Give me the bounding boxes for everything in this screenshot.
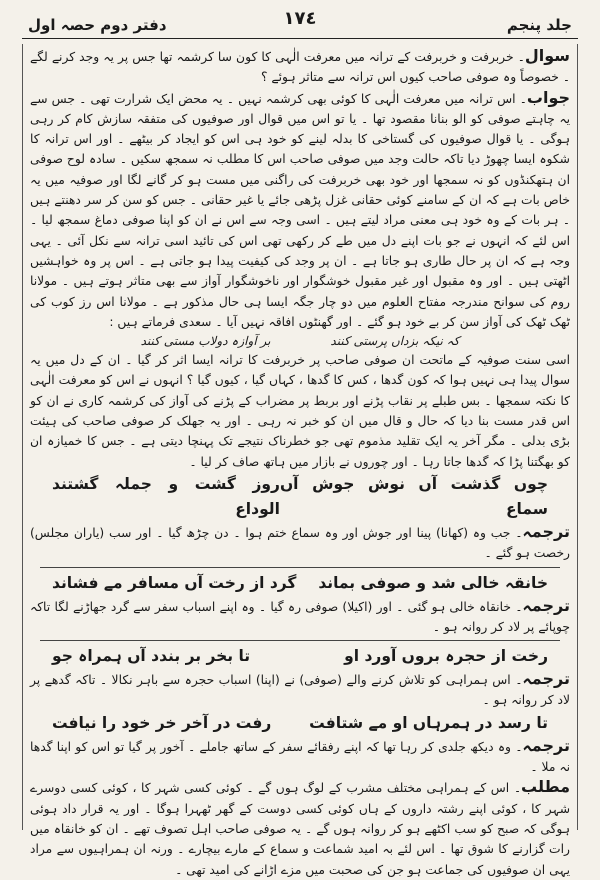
translation-1-text: ۔ جب وہ (کھانا) پینا اور جوش اور وہ سماع ختم ہوا ۔ دن چڑھ گیا ۔ اور سب (یاران مجلس) رخصت ہو گئے ۔ bbox=[30, 525, 570, 561]
divider bbox=[40, 640, 560, 641]
couplet-2-left: گرد از رخت آں مسافر مے فشاند bbox=[52, 573, 297, 592]
translation-3-text: ۔ اس ہمراہی کو تلاش کرنے والے (صوفی) نے (اپنا) اسباب حجرہ سے باہر نکالا ۔ تاکہ گدھے پر لاد کر روانہ ہو ۔ bbox=[30, 673, 570, 708]
translation-1-label: ترجمہ bbox=[522, 521, 570, 541]
explanation-label: مطلب bbox=[521, 777, 570, 797]
question-paragraph bbox=[30, 46, 570, 88]
question-label: سوال bbox=[524, 46, 570, 65]
couplet-3-right: رخت از حجرہ بروں آورد او bbox=[344, 647, 548, 666]
translation-4-text: ۔ وہ دیکھ جلدی کر رہا تھا کہ اپنے رفقائے سفر کے ساتھ جاملے ۔ آخور پر گیا تو اس کو اپنا گدھا نہ ملا ۔ bbox=[30, 739, 570, 775]
translation-3 bbox=[30, 669, 570, 711]
couplet-1 bbox=[30, 472, 570, 522]
translation-3-label: ترجمہ bbox=[522, 669, 570, 689]
explanation-text: ۔ اس کے ہمراہی مختلف مشرب کے لوگ ہوں گے ۔ کوئی کسی شہر کا ، کوئی کسی دوسرے شہر کا ، کوئی اپنے رشتہ داروں کے ہاں کوئی کسی دوست کے گھر ٹھہرا ہوگا ۔ اور یہ قرار داد ہوئی ہوگی کہ صبح کو سب اکٹھے ہو کر روانہ ہوں گے ۔ یہ صوفی صاحب اہل تصوف تھے ۔ ان کو خانقاہ میں رات گزارنے کا شوق تھا ۔ اس لئے بہ امید شماعت و سماع کے مارے بیچارے ۔ ورنہ ان ہمراہیوں سے مراد یہی ان صوفیوں کی جماعت ہو جن کی صحبت میں مزے اڑانے کی امید تھی ۔ bbox=[30, 781, 570, 877]
second-paragraph: اسی سنت صوفیہ کے ماتحت ان صوفی صاحب پر خربرفت کا ترانہ ایسا اثر کر گیا ۔ ان کے دل میں یہ سوال پیدا ہی نہیں ہوا کہ کون گدھا ، کس کا گدھا ، کہاں گیا ، کیوں گیا ؟ انہوں نے اس کو معرفت الٰہی کا نکتہ سمجھا ۔ بس طبلے پر نقاب پڑنے اور بربط پر مضراب کے پڑنے کی آواز کی کرشمہ کاری نے ان کو اس قدر مست بنا دیا کہ حال و قال میں ان کو خبر نہ رہی ۔ اور یہ جھلک کر صوفی صاحب کی ہیئت بڑی بدلی ۔ مگر آخر یہ ایک تقلید مذموم تھی جو خطرناک نتیجے تک پہنچا دیتی ہے ۔ جس کا خمیازہ ان کو بھگتنا پڑا کہ گدھا جاتا رہا ۔ اور چوروں نے بازار میں ہاتھ صاف کر لیا ۔ bbox=[30, 353, 570, 469]
translation-2-label: ترجمہ bbox=[522, 595, 570, 615]
book-part-label: دفتر دوم حصہ اول bbox=[28, 16, 167, 34]
quoted-couplet-left: بر آوازہ دولاب مستی کنند bbox=[140, 334, 271, 349]
couplet-3-left: تا بخر بر بندد آں ہمراہ جو bbox=[52, 647, 251, 666]
translation-4 bbox=[30, 736, 570, 778]
translation-4-label: ترجمہ bbox=[522, 735, 570, 755]
question-text: ۔ خربرفت و خربرفت کے ترانہ میں معرفت الٰہی کا کون سا کرشمہ تھا جس پر یہ وجد کرنے لگے ۔ خصوصاً وہ صوفی صاحب کیوں اس ترانہ سے متاثر ہوئے ؟ bbox=[30, 50, 570, 85]
volume-label: جلد پنجم bbox=[506, 16, 572, 34]
translation-1 bbox=[30, 522, 570, 564]
explanation-paragraph bbox=[30, 777, 570, 879]
quoted-couplet-right: کہ نیکہ بزداں پرستی کنند bbox=[330, 334, 460, 349]
page-header bbox=[22, 8, 578, 38]
couplet-4-right: تا رسد در ہمرہاں او مے شتافت bbox=[309, 713, 548, 732]
couplet-4 bbox=[30, 711, 570, 736]
couplet-1-left: روز گشت و جملہ گشتند الوداع bbox=[52, 474, 280, 518]
couplet-1-right: چوں گذشت آں نوش جوش آں سماع bbox=[279, 474, 548, 518]
couplet-2 bbox=[30, 571, 570, 596]
page-body bbox=[30, 46, 570, 877]
couplet-3 bbox=[30, 644, 570, 669]
couplet-4-left: رفت در آخر خر خود را نیافت bbox=[52, 713, 272, 732]
quoted-couplet bbox=[30, 332, 570, 350]
answer-text: ۔ اس ترانہ میں معرفت الٰہی کا کوئی بھی کرشمہ نہیں ۔ یہ محض ایک شرارت تھی ۔ جس سے یہ چاہتے صوفی کو الو بنانا مقصود تھا ۔ یا تو اس میں قوال اور صوفیوں کی متفقہ سازش کام کر رہی ہوگی ۔ یا قوال صوفیوں کی گستاخی کا بدلہ لینے کو خود ہی اس کو ایجاد کر بیٹھے ۔ اور اس ترانہ کا شکوہ ایسا چھوڑ دیا تاکہ حالت وجد میں صوفی صاحب اس کا مطلب نہ سمجھ سکیں ۔ سادہ لوح صوفی ان ہتھکنڈوں کو نہ سمجھا اور خود بھی خربرفت کی راگنی میں مست ہو کر گانے لگا اور صوفیہ میں یہ خاص بات ہے کہ ان کے سامنے کوئی حقانی غزل پڑھی جائے یا غیر حقانی ۔ جس کو سن کر سر دھنتے ہیں ۔ ہر بات کے وہ خود ہی معنی مراد لیتے ہیں ۔ اسی وجہ سے اس نے ان کو اپنا صوفی دماغ سمجھ لیا ۔ اس لئے کہ انہوں نے جو بات اپنے دل میں طے کر رکھی تھی اس کی تائید اسی ترانہ سے نکل آئی ۔ یہی وجہ ہے کہ ان پر حال طاری ہو جاتا ہے ۔ ان پر وجد کی کیفیت پیدا ہو جاتی ہے ۔ اس پر وہ خواہشیں اٹھتی ہیں ۔ اور وہ مقبول اور غیر مقبول خوشگوار اور ناخوشگوار آواز سے بھی متاثر ہوتے ہیں ۔ مولانا روم کی سوانح مندرجہ مفتاح العلوم میں دو چار جگہ ایسا ہی حال مذکور ہے ۔ مولانا اس رز کوب کی ٹھک ٹھک کی آواز سن کر بے خود ہو گئے ۔ اور گھنٹوں افاقہ نہیں آیا ۔ سعدی فرماتے ہیں : bbox=[30, 91, 570, 329]
answer-paragraph bbox=[30, 88, 570, 333]
couplet-2-right: خانقہ خالی شد و صوفی بماند bbox=[318, 573, 548, 592]
header-rule bbox=[22, 38, 578, 39]
page-number: ١٧٤ bbox=[283, 8, 317, 29]
translation-2 bbox=[30, 596, 570, 638]
divider bbox=[40, 567, 560, 568]
answer-label: جواب bbox=[526, 87, 570, 107]
translation-2-text: ۔ خانقاہ خالی ہو گئی ۔ اور (اکیلا) صوفی رہ گیا ۔ وہ اپنے اسباب سفر سے گرد جھاڑنے لگا تاکہ چوپائے پر لاد کر روانہ ہو ۔ bbox=[30, 599, 570, 634]
